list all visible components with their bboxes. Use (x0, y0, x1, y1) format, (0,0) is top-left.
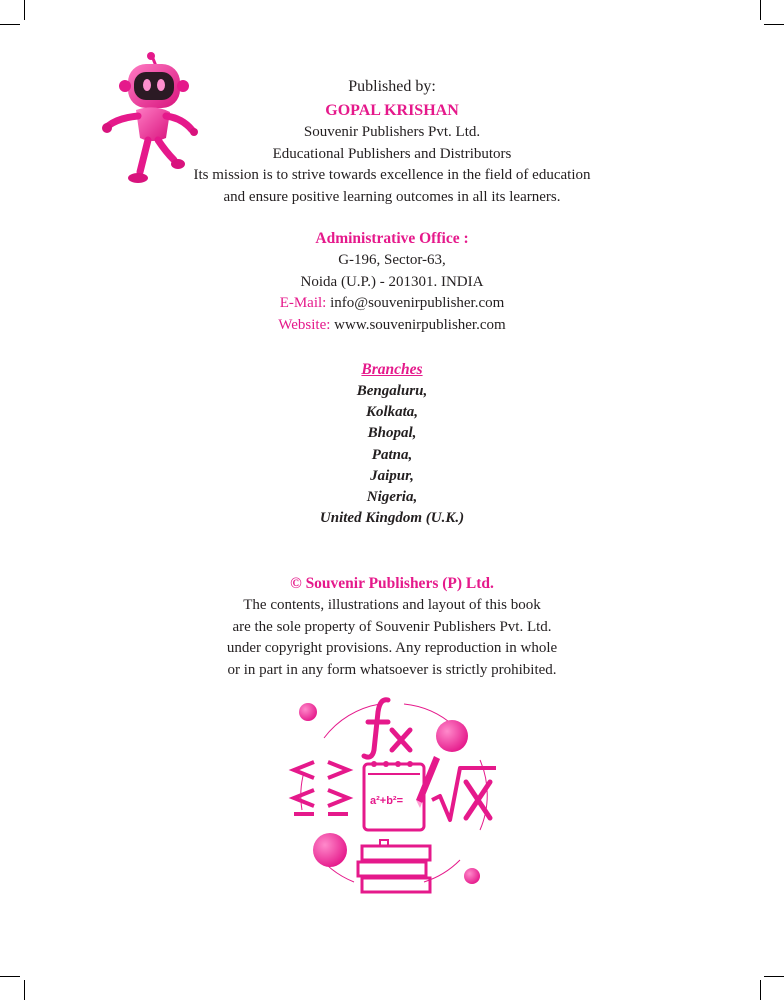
website-label: Website: (278, 316, 331, 333)
branch-item: Nigeria, (366, 489, 418, 506)
crop-mark-top-left-h (0, 24, 20, 25)
office-section (0, 228, 784, 336)
copyright-line-3: under copyright provisions. Any reproduction in whole (226, 640, 558, 656)
mission-line-1: Its mission is to strive towards excellence in the field of education (193, 167, 591, 183)
copyright-section (0, 573, 784, 681)
address-line-2: Noida (U.P.) - 201301. INDIA (300, 273, 484, 290)
emblem-formula: a²+b²= (370, 795, 404, 807)
crop-mark-top-left (24, 0, 25, 20)
branch-item: Bengaluru, (356, 383, 428, 399)
copyright-line-1: The contents, illustrations and layout of this book (243, 597, 541, 613)
website-line (0, 315, 784, 337)
branches-heading: Branches (361, 361, 423, 378)
company-name: Souvenir Publishers Pvt. Ltd. (303, 124, 481, 140)
website-value: www.souvenirpublisher.com (330, 316, 506, 333)
branch-item: Kolkata, (365, 404, 419, 421)
office-heading: Administrative Office : (315, 230, 469, 247)
email-label: E-Mail: (279, 295, 327, 311)
crop-mark-top-right-h (764, 24, 784, 25)
math-symbols-emblem-icon (284, 690, 500, 896)
crop-mark-top-right (760, 0, 761, 20)
branch-item: Patna, (371, 446, 413, 463)
mission-line-2: and ensure positive learning outcomes in all its learners. (223, 188, 561, 205)
company-type: Educational Publishers and Distributors (272, 145, 512, 162)
address-line-1: G-196, Sector-63, (338, 252, 446, 268)
branch-item: United Kingdom (U.K.) (319, 510, 465, 527)
email-value: info@souvenirpublisher.com (326, 295, 505, 311)
crop-mark-bottom-right-h (764, 976, 784, 977)
branch-item: Bhopal, (367, 425, 417, 442)
copyright-heading: © Souvenir Publishers (P) Ltd. (290, 575, 494, 592)
branch-item: Jaipur, (370, 467, 414, 484)
crop-mark-bottom-left-h (0, 976, 20, 977)
copyright-line-4: or in part in any form whatsoever is strictly prohibited. (227, 661, 557, 678)
copyright-line-2: are the sole property of Souvenir Publishers Pvt. Ltd. (232, 618, 552, 635)
publisher-section (0, 74, 784, 208)
published-by-label: Published by: (348, 78, 436, 95)
crop-mark-bottom-right (760, 980, 761, 1000)
email-line (0, 293, 784, 315)
branches-section (0, 358, 784, 529)
publisher-name: GOPAL KRISHAN (325, 102, 459, 119)
crop-mark-bottom-left (24, 980, 25, 1000)
